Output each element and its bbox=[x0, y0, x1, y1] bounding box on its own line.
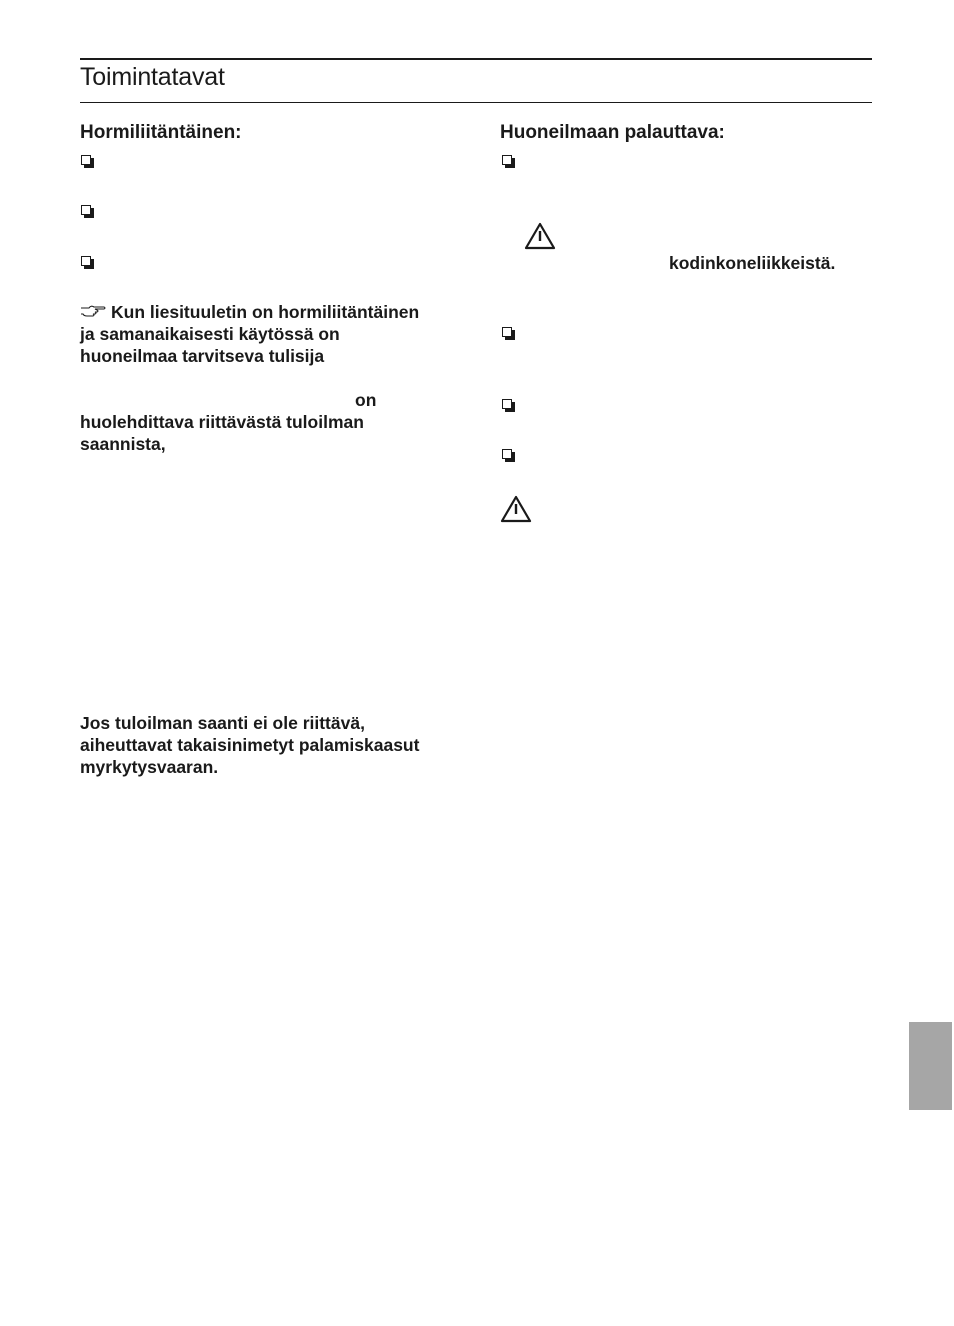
note-line-4: huolehdittava riittävästä tuloilman bbox=[80, 412, 364, 432]
checkbox-icon bbox=[81, 155, 91, 165]
checkbox-icon bbox=[81, 205, 91, 215]
checkbox-icon bbox=[502, 399, 512, 409]
note-line-2: ja samanaikaisesti käytössä on bbox=[80, 324, 340, 344]
page-title: Toimintatavat bbox=[80, 63, 225, 91]
title-underline bbox=[80, 102, 872, 103]
right-heading: Huoneilmaan palauttava: bbox=[500, 122, 725, 143]
checkbox-icon bbox=[502, 449, 512, 459]
checkbox-icon bbox=[502, 327, 512, 337]
left-heading: Hormiliitäntäinen: bbox=[80, 122, 242, 143]
warning-line-2: aiheuttavat takaisinimetyt palamiskaasut bbox=[80, 735, 420, 755]
checkbox-icon bbox=[81, 256, 91, 266]
note-line-3: huoneilmaa tarvitseva tulisija bbox=[80, 346, 325, 366]
thumb-tab-marker bbox=[909, 1022, 952, 1110]
top-rule bbox=[80, 58, 872, 60]
warning-triangle-icon bbox=[524, 222, 556, 250]
checkbox-icon bbox=[502, 155, 512, 165]
warning-line-1: Jos tuloilman saanti ei ole riittävä, bbox=[80, 713, 365, 733]
warning-line-3: myrkytysvaaran. bbox=[80, 757, 219, 777]
note-line-5: saannista, bbox=[80, 434, 166, 454]
note-line-1: Kun liesituuletin on hormiliitäntäinen bbox=[111, 302, 420, 322]
right-fragment: kodinkoneliikkeistä. bbox=[669, 253, 836, 273]
note-on: on bbox=[355, 390, 377, 410]
pointing-hand-icon bbox=[80, 304, 106, 320]
warning-triangle-icon bbox=[500, 495, 532, 523]
